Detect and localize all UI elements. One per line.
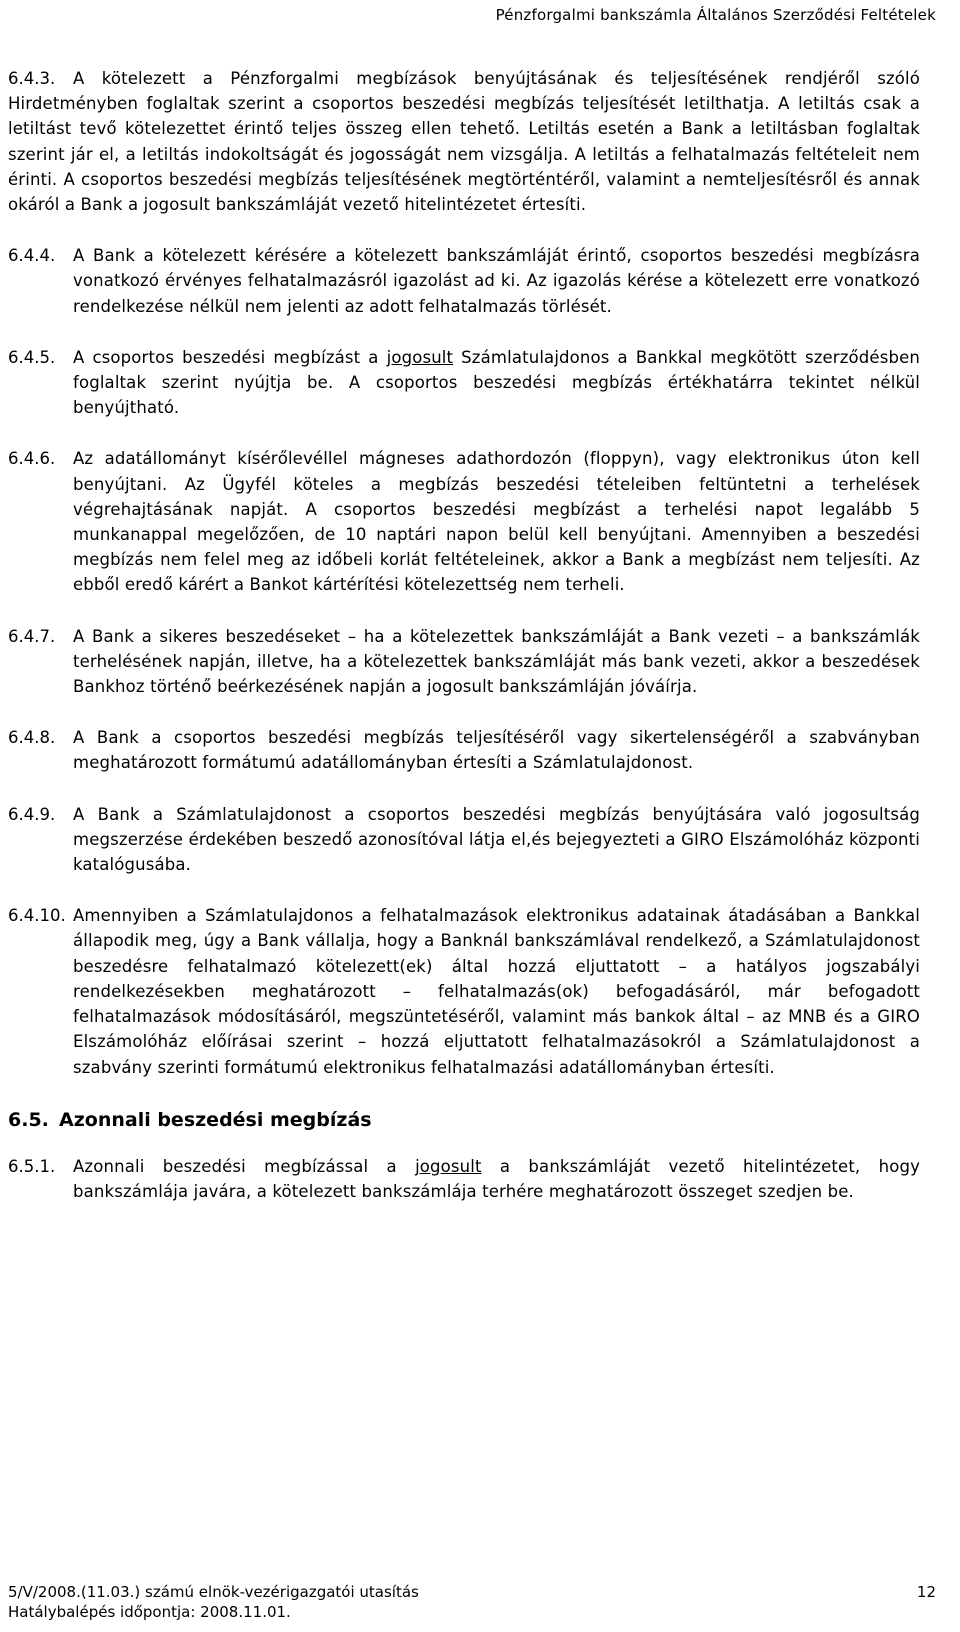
paragraph-number: 6.4.6.: [8, 449, 56, 469]
text-segment: Azonnali beszedési megbízással a: [73, 1156, 416, 1176]
paragraph-6-4-5: [8, 345, 920, 421]
paragraph-6-4-3: [8, 66, 920, 217]
document-footer: [8, 1582, 936, 1622]
document-body: [8, 66, 920, 1230]
paragraph-number: 6.4.8.: [8, 728, 56, 748]
section-title: Azonnali beszedési megbízás: [59, 1108, 372, 1131]
paragraph-6-5-1: [8, 1154, 920, 1204]
paragraph-number: 6.4.9.: [8, 804, 56, 824]
text-segment: a bankszámláját vezető hitelintézetet, hogy bankszámlája javára, a kötelezett bankszámlája terhére meghatározott összeget szedjen be.: [73, 1156, 920, 1201]
paragraph-6-4-9: [8, 802, 920, 878]
page-number: 12: [916, 1583, 936, 1601]
paragraph-text: A Bank a sikeres beszedéseket – ha a kötelezettek bankszámláját a Bank vezeti – a bankszámlák terhelésének napján, illetve, ha a kötelezettek bankszámláját más bank vezeti, akkor a beszedések Bankhoz történő beérkezésének napján a jogosult bankszámláján jóváírja.: [73, 626, 920, 697]
underlined-term: jogosult: [415, 1156, 482, 1176]
paragraph-text: A Bank a kötelezett kérésére a kötelezett bankszámláját érintő, csoportos beszedési megbízásra vonatkozó érvényes felhatalmazásról igazolást ad ki. Az igazolás kérése a kötelezett erre vonatkozó rendelkezése nélkül nem jelenti az adott felhatalmazás törlését.: [73, 246, 920, 316]
paragraph-text: Az adatállományt kísérőlevéllel mágneses adathordozón (floppyn), vagy elektronikus úton kell benyújtani. Az Ügyfél köteles a megbízás beszedési tételeiben feltüntetni a terhelések végrehajtásának napját. A csoportos beszedési megbízást a terhelési napot legalább 5 munkanappal megelőzően, de 10 naptári napon belül kell benyújtani. Amennyiben a beszedési megbízás nem felel meg az időbeli korlát feltételeinek, akkor a Bank a megbízást nem teljesíti. Az ebből eredő kárért a Bankot kártérítési kötelezettség nem terheli.: [73, 449, 920, 595]
document-header: Pénzforgalmi bankszámla Általános Szerződési Feltételek: [495, 6, 936, 24]
paragraph-6-4-7: [8, 624, 920, 700]
section-number: 6.5.: [8, 1108, 49, 1131]
paragraph-number: 6.4.7.: [8, 626, 56, 646]
paragraph-number: 6.4.5.: [8, 347, 56, 367]
paragraph-text: A Bank a csoportos beszedési megbízás teljesítéséről vagy sikertelenségéről a szabványban meghatározott formátumú adatállományban értesíti a Számlatulajdonost.: [73, 728, 920, 773]
paragraph-6-4-8: [8, 725, 920, 775]
paragraph-number: 6.5.1.: [8, 1156, 56, 1176]
section-heading: [8, 1106, 920, 1134]
paragraph-6-4-4: [8, 243, 920, 319]
footer-effective-date: Hatálybalépés időpontja: 2008.11.01.: [8, 1603, 291, 1621]
paragraph-text: A kötelezett a Pénzforgalmi megbízások benyújtásának és teljesítésének rendjéről szóló Hirdetményben foglaltak szerint a csoportos beszedési megbízás teljesítését letilthatja. A letiltás csak a letiltást tevő kötelezettet érintő teljes összeg ellen tehető. Letiltás esetén a Bank a letiltásban foglaltak szerint jár el, a letiltás indokoltságát és jogosságát nem vizsgálja. A letiltás a felhatalmazás feltételeit nem érinti. A csoportos beszedési megbízás teljesítésének megtörténtéről, valamint a nemteljesítésről és annak okáról a Bank a jogosult bankszámláját vezető hitelintézetet értesíti.: [8, 69, 920, 215]
paragraph-text: A Bank a Számlatulajdonost a csoportos beszedési megbízás benyújtására való jogosultság megszerzése érdekében beszedő azonosítóval látja el,és bejegyezteti a GIRO Elszámolóház központi katalógusába.: [73, 804, 920, 875]
paragraph-number: 6.4.4.: [8, 246, 56, 266]
paragraph-6-4-6: [8, 446, 920, 597]
underlined-term: jogosult: [386, 347, 454, 367]
text-segment: Számlatulajdonos a Bankkal megkötött szerződésben foglaltak szerint nyújtja be. A csoportos beszedési megbízás értékhatárra tekintet nélkül benyújtható.: [73, 347, 920, 418]
paragraph-text: [73, 1154, 920, 1204]
footer-regulation: 5/V/2008.(11.03.) számú elnök-vezérigazgatói utasítás: [8, 1583, 419, 1601]
paragraph-6-4-10: [8, 903, 920, 1079]
paragraph-text: Amennyiben a Számlatulajdonos a felhatalmazások elektronikus adatainak átadásában a Bankkal állapodik meg, úgy a Bank vállalja, hogy a Banknál bankszámlával rendelkező, a Számlatulajdonost beszedésre felhatalmazó kötelezett(ek) által hozzá eljuttatott – a hatályos jogszabályi rendelkezésekben meghatározott – felhatalmazás(ok) befogadásáról, már befogadott felhatalmazások módosításáról, megszüntetéséről, valamint más bankok által – az MNB és a GIRO Elszámolóház előírásai szerint – hozzá eljuttatott felhatalmazásokról a Számlatulajdonost a szabvány szerinti formátumú elektronikus felhatalmazási adatállományban értesíti.: [73, 906, 920, 1077]
paragraph-text: [73, 345, 920, 421]
text-segment: A csoportos beszedési megbízást a: [73, 347, 387, 367]
paragraph-number: 6.4.3.: [8, 69, 56, 88]
paragraph-number: 6.4.10.: [8, 906, 66, 926]
